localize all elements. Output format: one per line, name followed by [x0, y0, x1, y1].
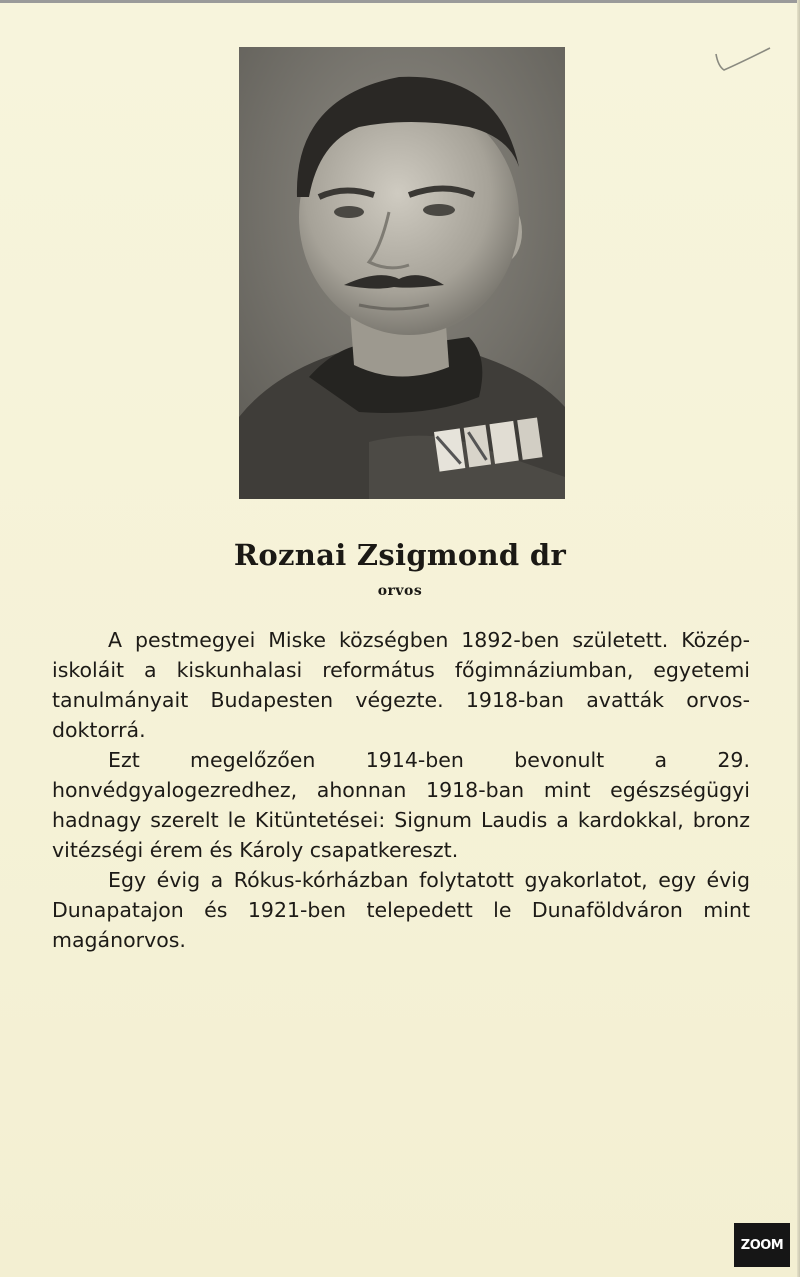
pencil-checkmark: [712, 44, 772, 74]
portrait-photo: [239, 47, 565, 499]
profession-subheading: orvos: [377, 583, 423, 599]
scan-top-edge: [0, 0, 800, 3]
zoom-logo-badge: [734, 1223, 790, 1267]
biography-paragraph-2: Ezt megelőzően 1914-ben bevonult a 29. honvédgyalogezredhez, ahonnan 1918-ban mint egészségügyi hadnagy szerelt le Kitüntetései: Signum Laudis a kardokkal, bronz vitézségi érem és Károly csapatkereszt.: [52, 748, 750, 862]
biography-text: [52, 625, 750, 955]
person-name-heading: Roznai Zsigmond dr: [233, 538, 567, 572]
biography-paragraph-3: Egy évig a Rókus-kórházban folytatott gyakorlatot, egy évig Dunapatajon és 1921-ben telepedett le Dunaföldváron mint magánorvos.: [52, 868, 750, 952]
zoom-logo-text: ZOOM: [740, 1237, 784, 1253]
biography-paragraph-1: A pestmegyei Miske községben 1892-ben született. Közép-iskoláit a kiskunhalasi református főgimnáziumban, egyetemi tanulmányait Budapesten végezte. 1918-ban avatták orvos-doktorrá.: [52, 628, 750, 742]
